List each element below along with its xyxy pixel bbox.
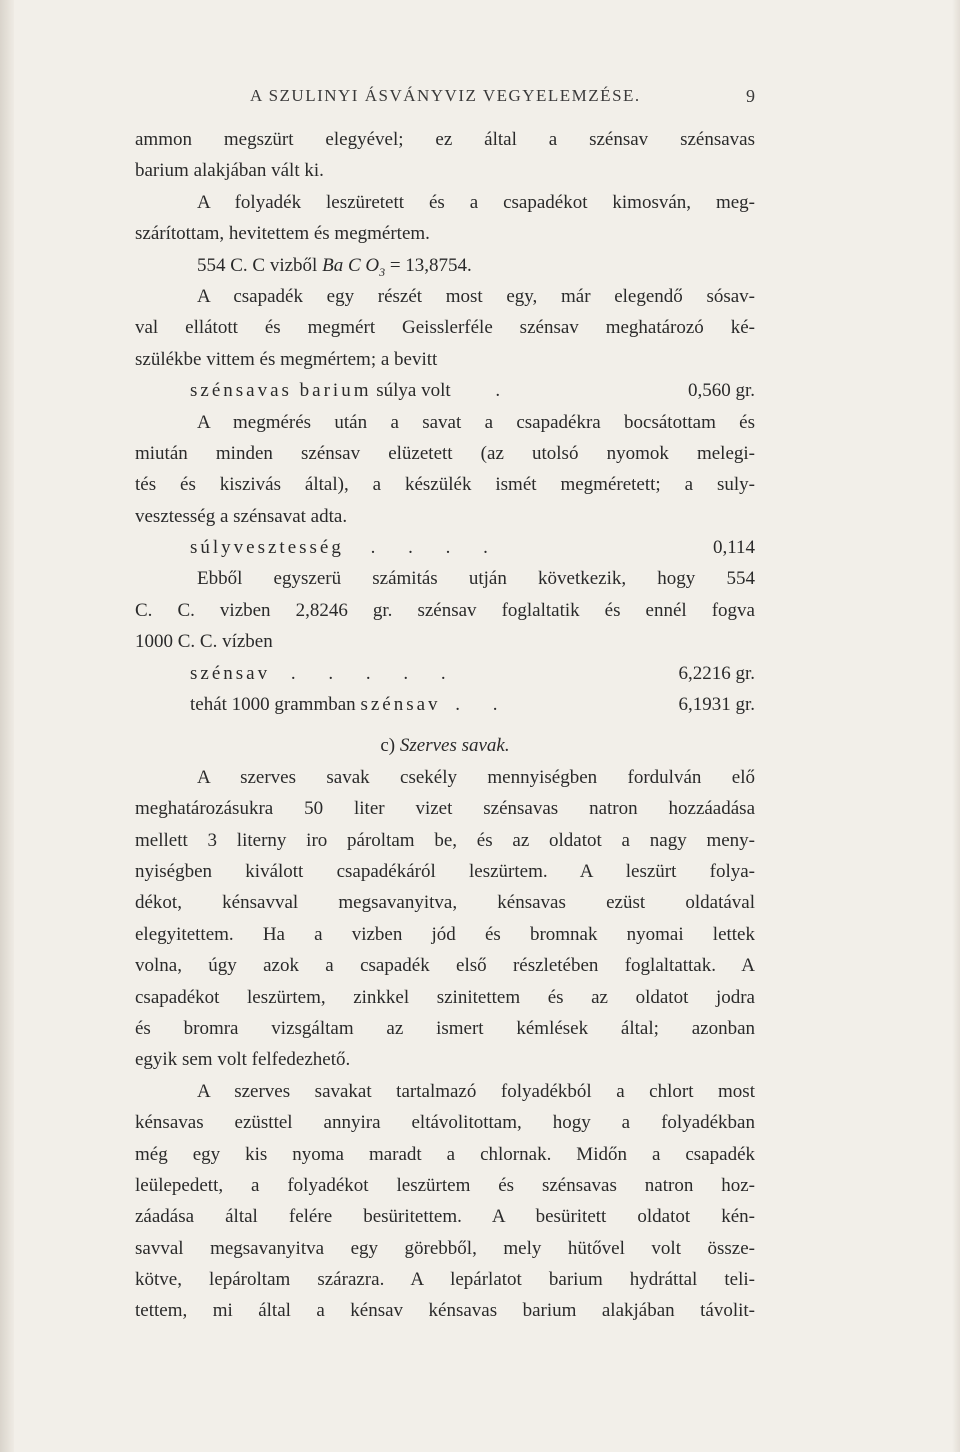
leader-dots: . . . . . [290,662,460,684]
leader-dots: . [495,380,501,402]
running-head: A SZULINYI ÁSVÁNYVIZ VEGYELEMZÉSE. [250,86,641,105]
text-line: A csapadék egy részét most egy, már elegendő sósav- [197,285,755,307]
text-line: még egy kis nyoma maradt a chlornak. Midőn a csapadék [135,1143,755,1165]
measure-value: 6,1931 gr. [678,694,755,716]
text-line: szülékbe vittem és megmértem; a bevitt [135,348,438,370]
text-line: A folyadék leszüretett és a csapadékot kimosván, meg- [197,191,755,213]
text-line: elegyitettem. Ha a vizben jód és bromnak nyomai lettek [135,923,755,945]
text-line: kötve, lepároltam szárazra. A lepárlatot barium hydráttal teli- [135,1269,755,1291]
page-body [135,124,755,1327]
text-line: szárítottam, hevitettem és megmértem. [135,223,430,245]
text-line: 1000 C. C. vízben [135,631,273,653]
text-line: C. C. vizben 2,8246 gr. szénsav foglaltatik és ennél fogva [135,599,755,621]
measure-label: tehát 1000 grammban [190,694,356,716]
measure-row-co2 [135,658,755,689]
text-line: savval megsavanyitva egy görebből, mely hütővel volt össze- [135,1237,755,1259]
text-line: leülepedett, a folyadékot leszürtem és szénsavas natron hoz- [135,1174,755,1196]
text-line: A megmérés után a savat a csapadékra bocsátottam és [197,411,755,433]
text-line: miután minden szénsav elüzetett (az utolsó nyomok melegi- [135,442,755,464]
text-line: tés és kiszivás által), a készülék ismét megméretett; a suly- [135,474,755,496]
text-line: ammon megszürt elegyével; ez által a szénsav szénsavas [135,129,755,150]
section-heading [135,730,755,761]
section-title: Szerves savak. [399,735,510,757]
text-line: meghatározásukra 50 liter vizet szénsavas natron hozzáadása [135,798,755,820]
leader-dots: . . . . [370,537,502,559]
measure-row-loss [135,532,755,563]
measure-suffix: súlya volt [376,380,451,402]
text-line: A szerves savakat tartalmazó folyadékból a chlort most [197,1080,755,1102]
text-line: Ebből egyszerü számitás utján következik, hogy 554 [197,568,755,590]
text-line: egyik sem volt felfedezhető. [135,1049,351,1071]
page-right-edge [952,0,960,1452]
page-binding-edge [0,0,14,1452]
measure-label: súlyvesztesség [190,537,344,559]
text-line: tettem, mi által a kénsav kénsavas barium alakjában távolit- [135,1300,755,1322]
text-line: mellett 3 literny iro pároltam be, és az oldatot a nagy meny- [135,829,755,851]
text-line: vesztesség a szénsavat adta. [135,505,348,527]
measure-value: 0,114 [712,537,755,559]
text-line: kénsavas ezüsttel annyira eltávolitottam, hogy a folyadékban [135,1112,755,1134]
measure-row-per-1000 [135,689,755,720]
text-line: A szerves savak csekély mennyiségben fordulván elő [197,766,755,788]
text-line: barium alakjában vált ki. [135,160,324,182]
page-number: 9 [746,86,755,106]
measure-value: 0,560 gr. [687,380,755,402]
formula-line: 554 C. C vizből Ba C $O_3 = 13,8754$. [197,254,472,279]
text-line: dékot, kénsavval megsavanyitva, kénsavas ezüst oldatával [135,892,755,914]
text-line: volna, úgy azok a csapadék első részletében foglaltattak. A [135,955,755,977]
page-header [135,86,755,112]
leader-dots: . . [455,694,512,716]
text-line: nyiségben kiválott csapadékáról leszürtem. A leszürt folya- [135,860,755,882]
text-line: záadása által felére besüritettem. A besüritett oldatot kén- [135,1206,755,1228]
text-line: val ellátott és megmért Geisslerféle szénsav meghatározó ké- [135,317,755,339]
section-letter: c) [380,735,396,757]
text-line: és bromra vizsgáltam az ismert kémlések által; azonban [135,1017,755,1039]
measure-label: szénsav [190,662,271,684]
measure-label: szénsavas barium [190,380,372,402]
text-line: csapadékot leszürtem, zinkkel szinitettem és az oldatot jodra [135,986,755,1008]
measure-value: 6,2216 gr. [678,662,755,684]
measure-label-spaced: szénsav [360,694,441,716]
measure-row-barium [135,375,755,406]
